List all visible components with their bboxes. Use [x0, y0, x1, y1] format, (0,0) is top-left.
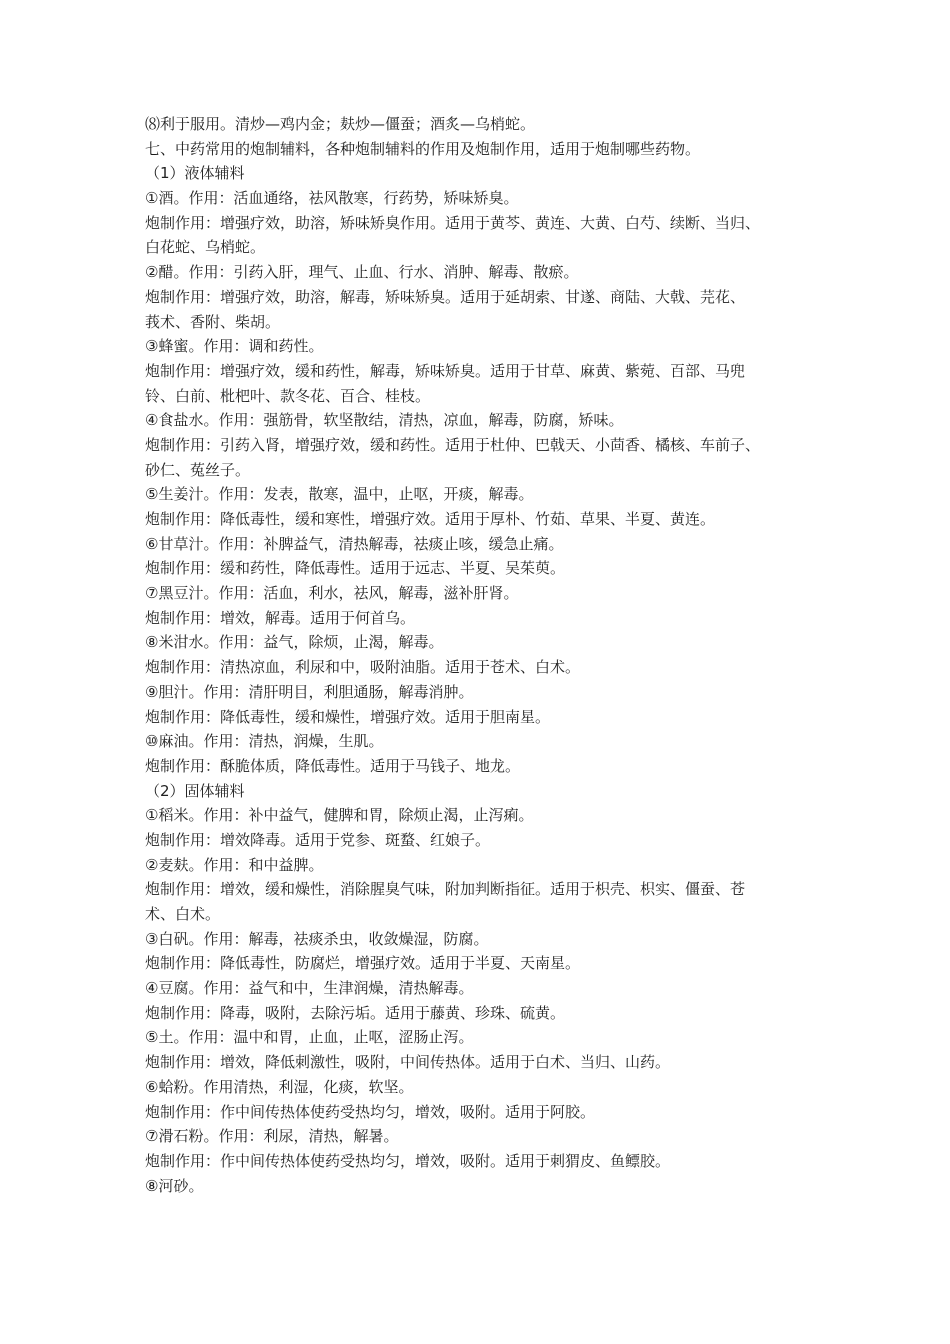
text-line: ④豆腐。作用：益气和中，生津润燥，清热解毒。 [145, 979, 474, 998]
text-line: ⑦黑豆汁。作用：活血，利水，祛风，解毒，滋补肝肾。 [145, 584, 519, 603]
text-line: ⑩麻油。作用：清热，润燥，生肌。 [145, 732, 384, 751]
text-line: 炮制作用：作中间传热体使药受热均匀，增效，吸附。适用于刺猬皮、鱼鳔胶。 [145, 1151, 671, 1170]
text-line: ⑥甘草汁。作用：补脾益气，清热解毒，祛痰止咳，缓急止痛。 [145, 534, 564, 553]
text-line: 炮制作用：作中间传热体使药受热均匀，增效，吸附。适用于阿胶。 [145, 1102, 596, 1121]
subsection-heading: （1）液体辅料 [145, 164, 245, 183]
text-line: 炮制作用：降低毒性，缓和燥性，增强疗效。适用于胆南星。 [145, 707, 551, 726]
text-line: 炮制作用：增强疗效，助溶，矫味矫臭作用。适用于黄芩、黄连、大黄、白芍、续断、当归、 [145, 213, 761, 232]
text-line: ③蜂蜜。作用：调和药性。 [145, 337, 324, 356]
text-line: ①稻米。作用：补中益气，健脾和胃，除烦止渴，止泻痢。 [145, 806, 534, 825]
text-line: ⑧河砂。 [145, 1176, 204, 1195]
text-line: 炮制作用：缓和药性，降低毒性。适用于远志、半夏、吴茱萸。 [145, 559, 566, 578]
text-line: ①酒。作用：活血通络，祛风散寒，行药势，矫味矫臭。 [145, 189, 519, 208]
text-line: ⑦滑石粉。作用：利尿，清热，解暑。 [145, 1127, 399, 1146]
text-line: 炮制作用：酥脆体质，降低毒性。适用于马钱子、地龙。 [145, 756, 521, 775]
text-line: ⑤生姜汁。作用：发表，散寒，温中，止呕，开痰，解毒。 [145, 485, 534, 504]
text-line: 砂仁、菟丝子。 [145, 460, 251, 479]
text-line: ⑥蛤粉。作用清热，利湿，化痰，软坚。 [145, 1077, 414, 1096]
text-line: 炮制作用：增效，缓和燥性，消除腥臭气味，附加判断指征。适用于枳壳、枳实、僵蚕、苍 [145, 880, 746, 899]
document-page [145, 112, 815, 1198]
section-heading: 七、中药常用的炮制辅料，各种炮制辅料的作用及炮制作用，适用于炮制哪些药物。 [145, 139, 701, 158]
text-line: 炮制作用：清热凉血，利尿和中，吸附油脂。适用于苍术、白术。 [145, 658, 581, 677]
text-line: 铃、白前、枇杷叶、款冬花、百合、桂枝。 [145, 386, 431, 405]
text-line: 炮制作用：增效降毒。适用于党参、斑蝥、红娘子。 [145, 830, 491, 849]
text-line: ③白矾。作用：解毒，祛痰杀虫，收敛燥湿，防腐。 [145, 929, 489, 948]
text-line: ⑤土。作用：温中和胃，止血，止呕，涩肠止泻。 [145, 1028, 474, 1047]
text-line: 莪术、香附、柴胡。 [145, 312, 281, 331]
text-line: 炮制作用：降低毒性，缓和寒性，增强疗效。适用于厚朴、竹茹、草果、半夏、黄连。 [145, 510, 716, 528]
text-line: ⑻利于服用。清炒—鸡内金；麸炒—僵蚕；酒炙—乌梢蛇。 [145, 115, 536, 133]
text-line: ②醋。作用：引药入肝，理气、止血、行水、消肿、解毒、散瘀。 [145, 263, 579, 282]
text-line: 炮制作用：增效，降低刺激性，吸附，中间传热体。适用于白术、当归、山药。 [145, 1053, 671, 1072]
text-line: 炮制作用：降毒，吸附，去除污垢。适用于藤黄、珍珠、硫黄。 [145, 1003, 566, 1022]
text-line: 白花蛇、乌梢蛇。 [145, 238, 266, 257]
text-line: 炮制作用：引药入肾，增强疗效，缓和药性。适用于杜仲、巴戟天、小茴香、橘核、车前子、 [145, 435, 761, 454]
text-line: ⑧米泔水。作用：益气，除烦，止渴，解毒。 [145, 633, 444, 652]
text-line: 炮制作用：增强疗效，缓和药性，解毒，矫味矫臭。适用于甘草、麻黄、紫菀、百部、马兜 [145, 361, 746, 380]
text-line: 炮制作用：增强疗效，助溶，解毒，矫味矫臭。适用于延胡索、甘遂、商陆、大戟、芫花、 [145, 287, 746, 306]
text-line: ④食盐水。作用：强筋骨，软坚散结，清热，凉血，解毒，防腐，矫味。 [145, 411, 624, 430]
text-line: ②麦麸。作用：和中益脾。 [145, 855, 324, 874]
text-line: 术、白术。 [145, 905, 221, 923]
text-line: ⑨胆汁。作用：清肝明目，利胆通肠，解毒消肿。 [145, 682, 474, 701]
subsection-heading: （2）固体辅料 [145, 781, 245, 800]
text-line: 炮制作用：降低毒性，防腐烂，增强疗效。适用于半夏、天南星。 [145, 954, 581, 973]
text-line: 炮制作用：增效，解毒。适用于何首乌。 [145, 608, 416, 627]
